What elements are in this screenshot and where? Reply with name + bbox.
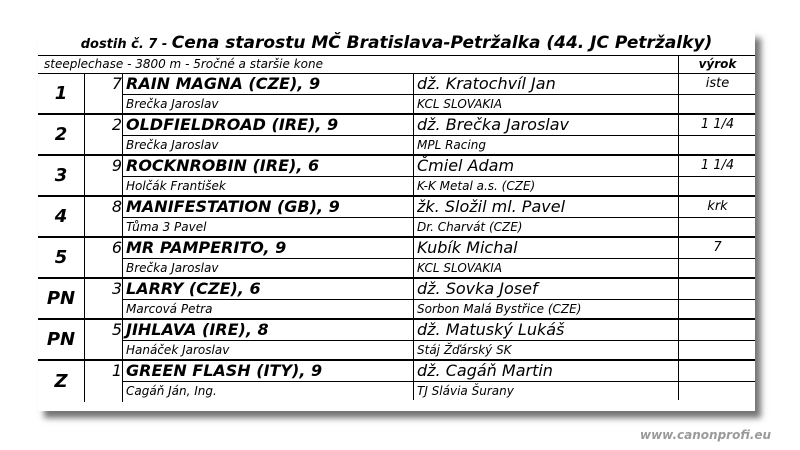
entries-table bbox=[38, 74, 755, 402]
jockey-name: žk. Složil ml. Pavel bbox=[413, 197, 677, 217]
owner-name: Dr. Charvát (CZE) bbox=[413, 218, 677, 236]
horse-name: JIHLAVA (IRE), 8 bbox=[126, 320, 269, 339]
owner-name: Sorbon Malá Bystřice (CZE) bbox=[413, 300, 677, 318]
finish-place: 3 bbox=[38, 156, 85, 195]
entry-row bbox=[38, 238, 755, 279]
jockey-name: Čmiel Adam bbox=[413, 156, 677, 176]
finish-place: 1 bbox=[38, 74, 85, 113]
result-margin bbox=[678, 320, 756, 340]
trainer-name: Marcová Petra bbox=[126, 302, 213, 316]
result-margin: 1 1/4 bbox=[678, 115, 756, 135]
start-number: 5 bbox=[111, 320, 122, 339]
start-number: 6 bbox=[111, 238, 122, 257]
race-title: Cena starostu MČ Bratislava-Petržalka (44. JC Petržalky) bbox=[171, 33, 713, 53]
finish-place: 2 bbox=[38, 115, 85, 154]
start-number: 9 bbox=[111, 156, 122, 175]
horse-name: LARRY (CZE), 6 bbox=[126, 279, 261, 298]
jockey-name: Kubík Michal bbox=[413, 238, 677, 258]
start-number: 2 bbox=[111, 115, 122, 134]
entry-row bbox=[38, 74, 755, 115]
trainer-name: Brečka Jaroslav bbox=[126, 138, 219, 152]
horse-name: MANIFESTATION (GB), 9 bbox=[126, 197, 340, 216]
jockey-name: dž. Kratochvíl Jan bbox=[413, 74, 677, 94]
finish-place: PN bbox=[38, 320, 85, 359]
start-number: 8 bbox=[111, 197, 122, 216]
finish-place: Z bbox=[38, 361, 85, 402]
trainer-name: Brečka Jaroslav bbox=[126, 97, 219, 111]
jockey-name: dž. Cagáň Martin bbox=[413, 361, 677, 381]
trainer-name: Hanáček Jaroslav bbox=[126, 343, 230, 357]
race-conditions: steeplechase - 3800 m - 5ročné a staršie kone bbox=[44, 57, 323, 71]
horse-name: ROCKNROBIN (IRE), 6 bbox=[126, 156, 320, 175]
result-margin: 7 bbox=[678, 238, 756, 258]
trainer-name: Holčák František bbox=[126, 179, 226, 193]
finish-place: 4 bbox=[38, 197, 85, 236]
result-cell-lower bbox=[678, 177, 756, 195]
start-number: 3 bbox=[111, 279, 122, 298]
entry-row bbox=[38, 279, 755, 320]
result-cell-lower bbox=[678, 136, 756, 154]
horse-name: MR PAMPERITO, 9 bbox=[126, 238, 287, 257]
result-margin bbox=[678, 361, 756, 381]
owner-name: Stáj Žďárský SK bbox=[413, 341, 677, 359]
entry-row bbox=[38, 361, 755, 402]
entry-row bbox=[38, 320, 755, 361]
result-cell-lower bbox=[678, 382, 756, 400]
owner-name: KCL SLOVAKIA bbox=[413, 259, 677, 277]
owner-name: MPL Racing bbox=[413, 136, 677, 154]
result-margin: krk bbox=[678, 197, 756, 217]
trainer-name: Brečka Jaroslav bbox=[126, 261, 219, 275]
entry-row bbox=[38, 156, 755, 197]
trainer-name: Tůma 3 Pavel bbox=[126, 220, 207, 234]
results-card bbox=[38, 31, 755, 411]
result-cell-lower bbox=[678, 300, 756, 318]
result-cell-lower bbox=[678, 341, 756, 359]
result-margin: iste bbox=[678, 74, 756, 94]
horse-name: GREEN FLASH (ITY), 9 bbox=[126, 361, 323, 380]
trainer-name: Cagáň Ján, Ing. bbox=[126, 384, 217, 398]
race-title-row bbox=[38, 31, 755, 56]
result-margin: 1 1/4 bbox=[678, 156, 756, 176]
result-column-header: výrok bbox=[678, 56, 756, 73]
start-number: 7 bbox=[111, 74, 122, 93]
start-number: 1 bbox=[111, 361, 122, 380]
result-cell-lower bbox=[678, 218, 756, 236]
owner-name: KCL SLOVAKIA bbox=[413, 95, 677, 113]
entry-row bbox=[38, 115, 755, 156]
jockey-name: dž. Brečka Jaroslav bbox=[413, 115, 677, 135]
entry-row bbox=[38, 197, 755, 238]
horse-name: RAIN MAGNA (CZE), 9 bbox=[126, 74, 321, 93]
owner-name: K-K Metal a.s. (CZE) bbox=[413, 177, 677, 195]
result-cell-lower bbox=[678, 259, 756, 277]
race-conditions-row bbox=[38, 56, 755, 74]
owner-name: TJ Slávia Šurany bbox=[413, 382, 677, 400]
race-number: dostih č. 7 - bbox=[80, 37, 172, 52]
finish-place: PN bbox=[38, 279, 85, 318]
horse-name: OLDFIELDROAD (IRE), 9 bbox=[126, 115, 339, 134]
result-cell-lower bbox=[678, 95, 756, 113]
jockey-name: dž. Matuský Lukáš bbox=[413, 320, 677, 340]
jockey-name: dž. Sovka Josef bbox=[413, 279, 677, 299]
result-margin bbox=[678, 279, 756, 299]
watermark: www.canonprofi.eu bbox=[640, 428, 772, 442]
finish-place: 5 bbox=[38, 238, 85, 277]
